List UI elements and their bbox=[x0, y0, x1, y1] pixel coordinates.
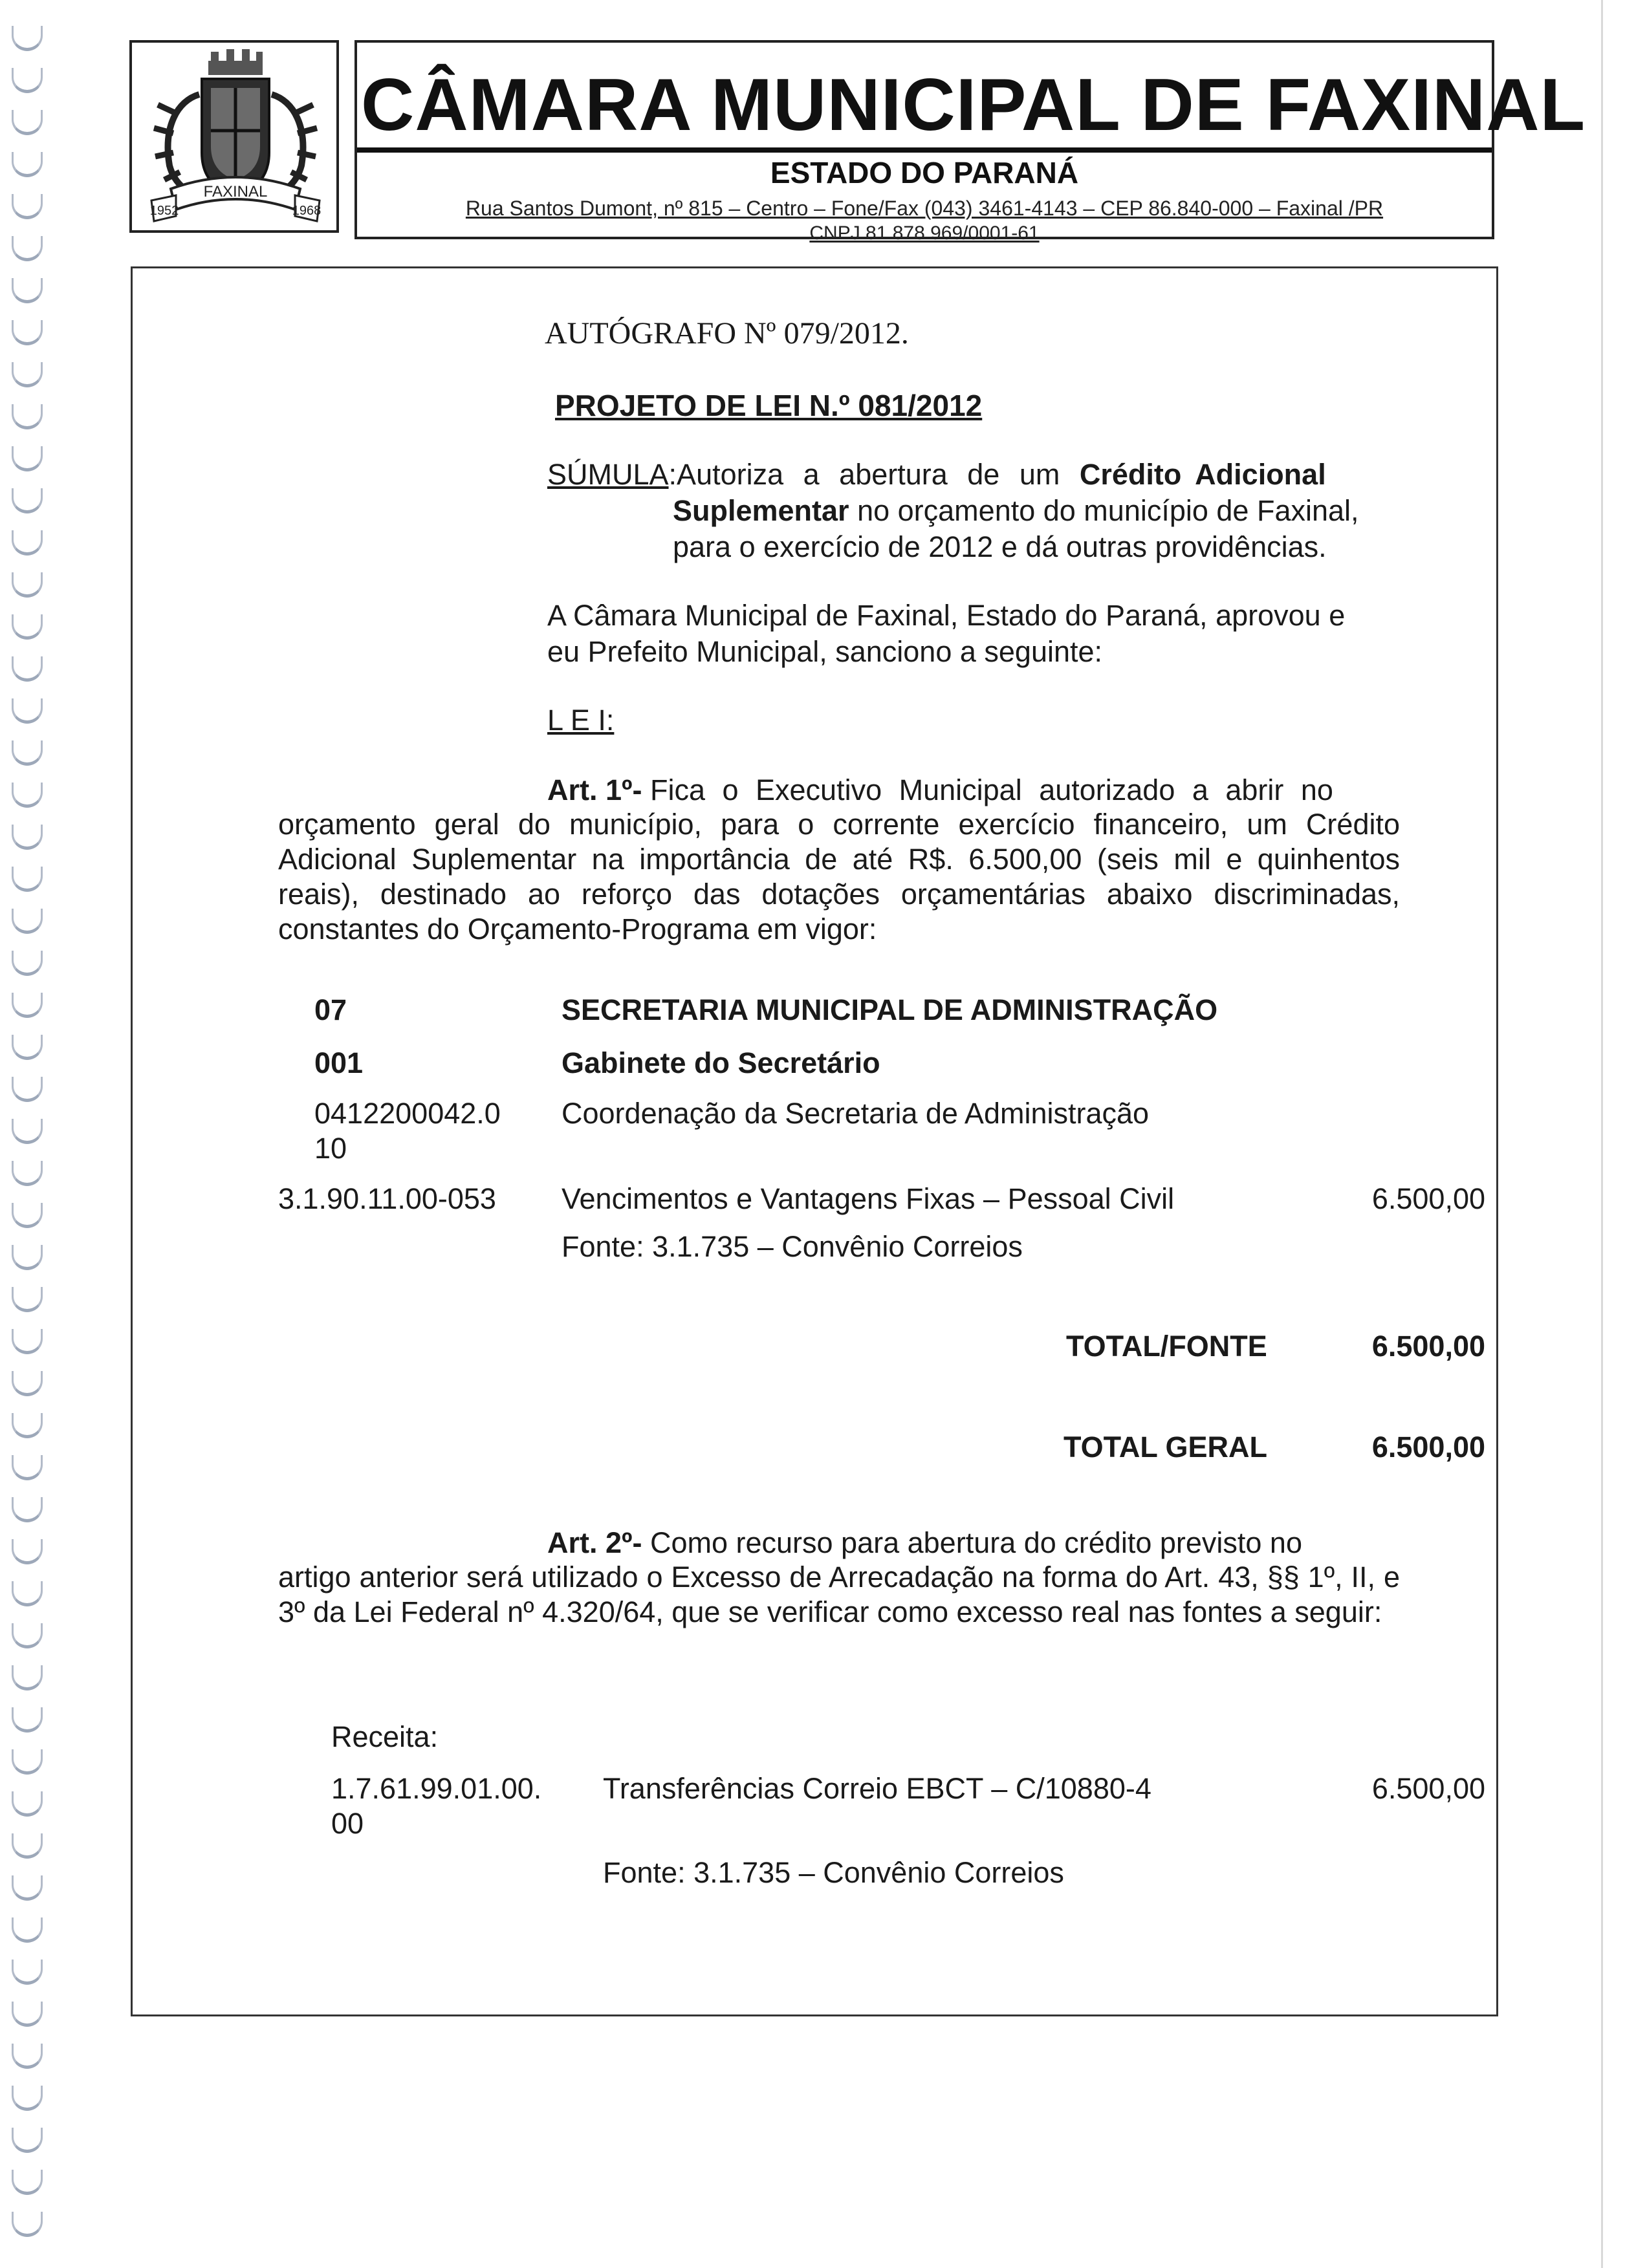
binder-ring bbox=[12, 152, 43, 177]
org-name: SECRETARIA MUNICIPAL DE ADMINISTRAÇÃO bbox=[562, 993, 1218, 1026]
sumula-line-2 bbox=[673, 494, 1359, 528]
binder-ring bbox=[12, 656, 43, 682]
sumula-text-2: no orçamento do município de Faxinal, bbox=[849, 494, 1359, 527]
intro-line-1: A Câmara Municipal de Faxinal, Estado do Paraná, aprovou e bbox=[547, 599, 1346, 632]
sumula-label: SÚMULA bbox=[547, 458, 669, 491]
prog-code-line-1: 0412200042.0 bbox=[314, 1097, 501, 1130]
binder-ring bbox=[12, 951, 43, 976]
binder-ring bbox=[12, 1960, 43, 1985]
binder-ring bbox=[12, 1287, 43, 1312]
binder-ring bbox=[12, 446, 43, 471]
receita-code-line-1: 1.7.61.99.01.00. bbox=[331, 1772, 542, 1805]
unit-name: Gabinete do Secretário bbox=[562, 1046, 880, 1079]
binder-ring bbox=[12, 1203, 43, 1228]
receita-name: Transferências Correio EBCT – C/10880-4 bbox=[603, 1772, 1151, 1805]
unit-code: 001 bbox=[314, 1046, 364, 1079]
binder-ring bbox=[12, 26, 43, 51]
binder-ring bbox=[12, 572, 43, 598]
binder-ring bbox=[12, 993, 43, 1018]
letterhead bbox=[354, 40, 1586, 244]
letterhead-state: ESTADO DO PARANÁ bbox=[770, 156, 1079, 189]
lei-heading: L E I: bbox=[547, 704, 615, 737]
art2-body: artigo anterior será utilizado o Excesso de Arrecadação na forma do Art. 43, §§ 1º, II, e 3º da Lei Federal nº 4.320/64, que se verificar como excesso real nas fontes a seguir: bbox=[278, 1561, 1400, 1628]
elem-code: 3.1.90.11.00-053 bbox=[278, 1182, 496, 1215]
binder-ring bbox=[12, 867, 43, 892]
binder-ring bbox=[12, 1119, 43, 1144]
binder-ring bbox=[12, 614, 43, 640]
binder-ring bbox=[12, 1455, 43, 1480]
total-fonte-label: TOTAL/FONTE bbox=[1066, 1330, 1267, 1363]
sumula-text-1: :Autoriza a abertura de um bbox=[668, 458, 1080, 491]
binder-ring bbox=[12, 530, 43, 556]
logo-box bbox=[129, 40, 339, 233]
binder-ring bbox=[12, 1371, 43, 1396]
binder-ring bbox=[12, 2170, 43, 2195]
art2-first-text: Como recurso para abertura do crédito previsto no bbox=[649, 1526, 1302, 1559]
page-edge-line bbox=[1601, 0, 1603, 2268]
binder-ring bbox=[12, 2086, 43, 2111]
receita-fonte: Fonte: 3.1.735 – Convênio Correios bbox=[603, 1856, 1064, 1889]
elem-value: 6.500,00 bbox=[1371, 1182, 1485, 1215]
letterhead-rule bbox=[357, 147, 1492, 153]
binder-ring bbox=[12, 1035, 43, 1060]
binder-ring bbox=[12, 2044, 43, 2069]
org-code: 07 bbox=[314, 993, 347, 1026]
elem-fonte: Fonte: 3.1.735 – Convênio Correios bbox=[562, 1230, 1023, 1263]
elem-name: Vencimentos e Vantagens Fixas – Pessoal Civil bbox=[562, 1182, 1175, 1215]
binder-ring bbox=[12, 2128, 43, 2153]
binder-ring bbox=[12, 1161, 43, 1186]
letterhead-title: CÂMARA MUNICIPAL DE FAXINAL bbox=[361, 64, 1586, 146]
logo-year-left: 1952 bbox=[149, 204, 179, 218]
binder-ring bbox=[12, 1077, 43, 1102]
sumula-line-3: para o exercício de 2012 e dá outras providências. bbox=[673, 530, 1327, 563]
receita-code-line-2: 00 bbox=[331, 1807, 364, 1840]
sumula-bold-1: Crédito Adicional bbox=[1079, 458, 1326, 491]
binder-ring bbox=[12, 1791, 43, 1817]
intro-line-2: eu Prefeito Municipal, sanciono a seguinte: bbox=[547, 635, 1103, 668]
binder-ring bbox=[12, 740, 43, 766]
binder-ring bbox=[12, 1245, 43, 1270]
total-fonte-value: 6.500,00 bbox=[1371, 1330, 1485, 1363]
art2-first-line bbox=[547, 1526, 1302, 1560]
binder-ring bbox=[12, 2002, 43, 2027]
art1-label: Art. 1º- bbox=[547, 773, 642, 806]
prog-code-line-2: 10 bbox=[314, 1132, 347, 1165]
binder-ring bbox=[12, 1917, 43, 1943]
binder-ring bbox=[12, 320, 43, 345]
autografo-number: AUTÓGRAFO Nº 079/2012. bbox=[545, 316, 909, 351]
binder-spiral bbox=[0, 0, 104, 2268]
binder-ring bbox=[12, 1623, 43, 1648]
receita-value: 6.500,00 bbox=[1371, 1772, 1485, 1805]
binder-ring bbox=[12, 825, 43, 850]
art1-body: orçamento geral do município, para o corrente exercício financeiro, um Crédito Adicional Suplementar na importância de até R$. 6.500,00 (seis mil e quinhentos reais), destinado ao reforço das dotações orçamentárias abaixo discriminadas, constantes do Orçamento-Programa em vigor: bbox=[278, 808, 1400, 945]
sumula-line-1 bbox=[547, 458, 1400, 491]
binder-ring bbox=[12, 1707, 43, 1733]
total-geral-label: TOTAL GERAL bbox=[1063, 1431, 1267, 1463]
binder-ring bbox=[12, 1497, 43, 1522]
binder-ring bbox=[12, 1329, 43, 1354]
binder-ring bbox=[12, 194, 43, 219]
total-geral-value: 6.500,00 bbox=[1371, 1431, 1485, 1463]
logo-year-right: 1968 bbox=[292, 204, 322, 218]
binder-ring bbox=[12, 236, 43, 261]
projeto-title: PROJETO DE LEI N.º 081/2012 bbox=[555, 389, 983, 422]
binder-ring bbox=[12, 110, 43, 135]
letterhead-cnpj: CNPJ 81.878.969/0001-61 bbox=[809, 222, 1040, 244]
binder-ring bbox=[12, 1539, 43, 1564]
binder-ring bbox=[12, 2212, 43, 2237]
binder-ring bbox=[12, 1413, 43, 1438]
binder-ring bbox=[12, 404, 43, 429]
letterhead-address: Rua Santos Dumont, nº 815 – Centro – Fone/Fax (043) 3461-4143 – CEP 86.840-000 – Faxinal /PR bbox=[465, 197, 1384, 220]
art1-first-text: Fica o Executivo Municipal autorizado a abrir no bbox=[649, 773, 1333, 806]
binder-ring bbox=[12, 488, 43, 513]
art2-label: Art. 2º- bbox=[547, 1526, 642, 1559]
binder-ring bbox=[12, 362, 43, 387]
logo-banner-text: FAXINAL bbox=[203, 183, 268, 200]
binder-ring bbox=[12, 278, 43, 303]
binder-ring bbox=[12, 68, 43, 93]
binder-ring bbox=[12, 1581, 43, 1606]
sumula-bold-2: Suplementar bbox=[673, 494, 849, 527]
coat-of-arms-icon bbox=[132, 43, 336, 230]
binder-ring bbox=[12, 1665, 43, 1690]
binder-ring bbox=[12, 1833, 43, 1859]
art1-first-line bbox=[547, 773, 1400, 807]
binder-ring bbox=[12, 1749, 43, 1775]
binder-ring bbox=[12, 783, 43, 808]
receita-label: Receita: bbox=[331, 1720, 439, 1753]
binder-ring bbox=[12, 1875, 43, 1901]
binder-ring bbox=[12, 909, 43, 934]
prog-name: Coordenação da Secretaria de Administração bbox=[562, 1097, 1150, 1130]
binder-ring bbox=[12, 698, 43, 724]
